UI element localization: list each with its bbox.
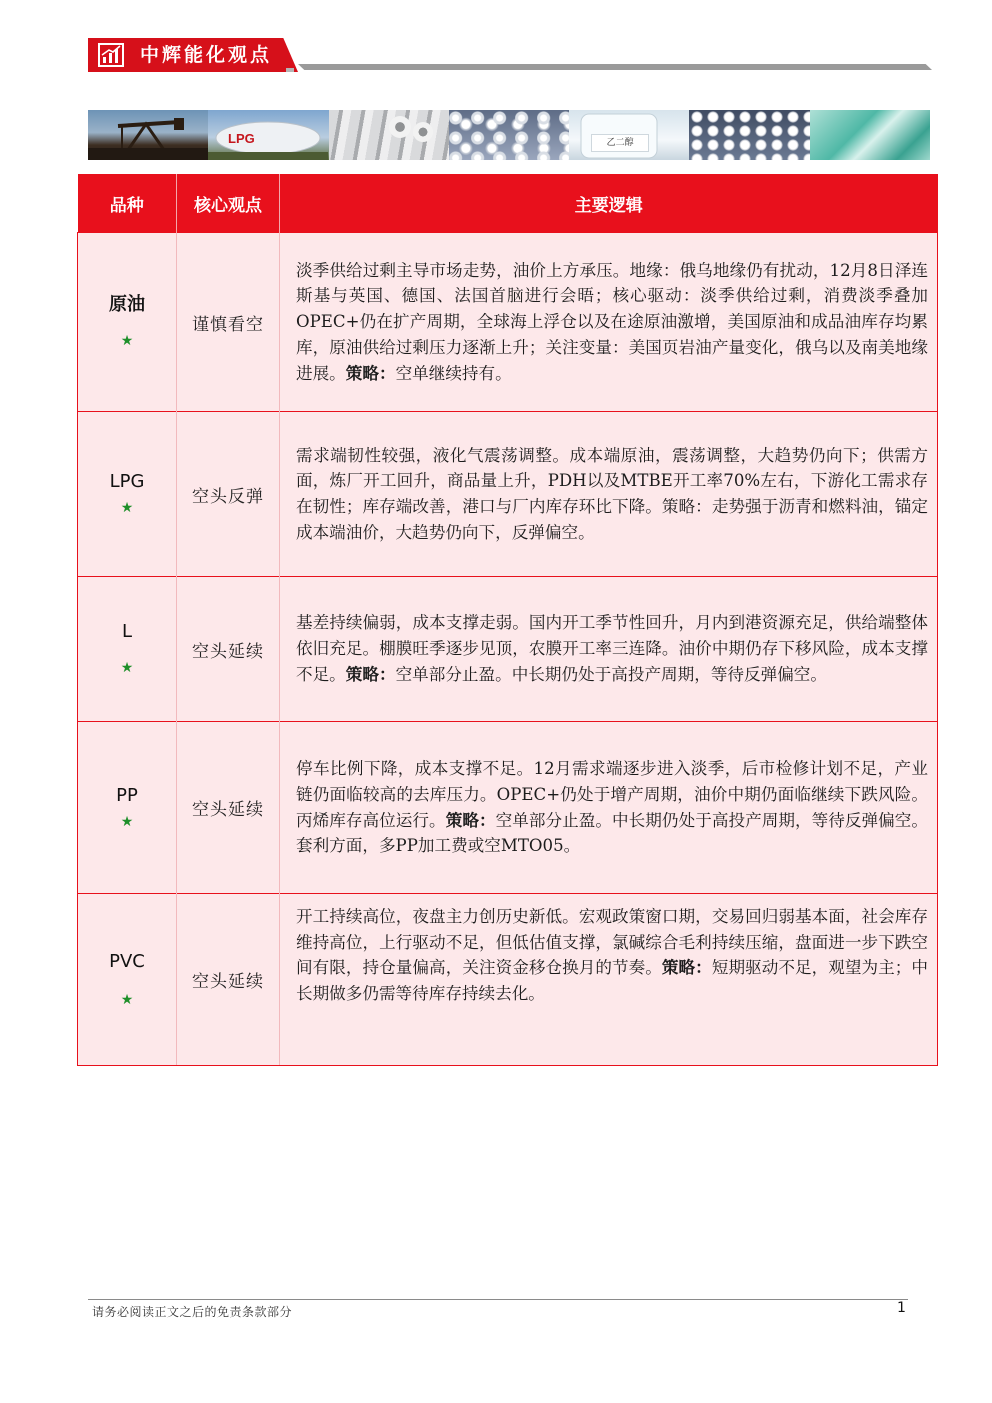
core-view-cell: 空头延续 bbox=[177, 577, 280, 722]
strategy-text: 空单部分止盈。中长期仍处于高投产周期，等待反弹偏空。套利方面，多PP加工费或空MTO05。 bbox=[296, 810, 929, 856]
variety-name: 原油 bbox=[109, 294, 145, 315]
star-icon: ★ bbox=[120, 333, 134, 349]
logic-cell bbox=[280, 894, 938, 1066]
logic-cell bbox=[280, 412, 938, 577]
product-photo-strip bbox=[88, 110, 930, 160]
header-gray-rule bbox=[298, 64, 932, 70]
table-row bbox=[78, 412, 938, 577]
star-icon: ★ bbox=[120, 660, 134, 676]
header-rule-accent bbox=[286, 68, 294, 72]
logic-text: 开工持续高位，夜盘主力创历史新低。宏观政策窗口期，交易回归弱基本面，社会库存维持高位，上行驱动不足，但低估值支撑，氯碱综合毛利持续压缩，盘面进一步下跌空间有限，持仓量偏高，关注资金移仓换月的节奏。 bbox=[296, 907, 928, 978]
variety-cell bbox=[78, 722, 177, 894]
logic-cell bbox=[280, 722, 938, 894]
variety-name: LPG bbox=[109, 471, 145, 492]
table-header-row bbox=[78, 174, 938, 233]
table-row bbox=[78, 894, 938, 1066]
star-icon: ★ bbox=[120, 500, 134, 516]
report-header bbox=[88, 38, 933, 74]
table-row bbox=[78, 233, 938, 412]
table-row bbox=[78, 577, 938, 722]
lpg-tank-photo bbox=[208, 110, 328, 160]
rising-bar-chart-icon bbox=[98, 43, 124, 67]
polyethylene-pellets-photo bbox=[449, 110, 569, 160]
page-number: 1 bbox=[897, 1300, 906, 1316]
core-view-cell: 空头反弹 bbox=[177, 412, 280, 577]
variety-name: PVC bbox=[109, 950, 145, 972]
variety-cell bbox=[78, 412, 177, 577]
variety-name: L bbox=[121, 621, 133, 642]
core-view-cell: 空头延续 bbox=[177, 722, 280, 894]
strategy-text: 空单继续持有。 bbox=[395, 363, 512, 383]
core-view-cell: 空头延续 bbox=[177, 894, 280, 1066]
variety-cell bbox=[78, 894, 177, 1066]
green-glass-sheets-photo bbox=[810, 110, 930, 160]
pvc-pipes-photo bbox=[329, 110, 449, 160]
variety-cell bbox=[78, 233, 177, 412]
strategy-label: 策略： bbox=[661, 957, 712, 978]
col-header-main-logic: 主要逻辑 bbox=[280, 174, 938, 233]
strategy-label: 策略： bbox=[345, 362, 396, 383]
polypropylene-pellets-photo bbox=[689, 110, 809, 160]
table-row bbox=[78, 722, 938, 894]
glycol-bottle-photo bbox=[569, 110, 689, 160]
logic-text: 基差持续偏弱，成本支撑走弱。国内开工季节性回升，月内到港资源充足，供给端整体依旧充足。棚膜旺季逐步见顶，农膜开工率三连降。油价中期仍存下移风险，成本支撑不足。 bbox=[296, 613, 928, 684]
oil-pumpjack-photo bbox=[88, 110, 208, 160]
core-view-cell: 谨慎看空 bbox=[177, 233, 280, 412]
strategy-text: 空单部分止盈。中长期仍处于高投产周期，等待反弹偏空。 bbox=[395, 664, 827, 684]
tank-lpg-text: LPG bbox=[228, 131, 256, 146]
variety-cell bbox=[78, 577, 177, 722]
logic-text: 停车比例下降，成本支撑不足。12月需求端逐步进入淡季，后市检修计划不足，产业链仍面临较高的去库压力。OPEC+仍处于增产周期，油价中期仍面临继续下跌风险。丙烯库存高位运行。 bbox=[296, 759, 928, 830]
col-header-variety: 品种 bbox=[78, 174, 177, 233]
footer-rule bbox=[88, 1299, 908, 1300]
logic-cell bbox=[280, 233, 938, 412]
logic-text: 需求端韧性较强，液化气震荡调整。成本端原油，震荡调整，大趋势仍向下；供需方面，炼厂开工回升，商品量上升，PDH以及MTBE开工率70%左右，下游化工需求存在韧性；库存端改善，港口与厂内库存环比下降。策略：走势强于沥青和燃料油，锚定成本端油价，大趋势仍向下，反弹偏空。 bbox=[296, 445, 928, 542]
header-title: 中辉能化观点 bbox=[140, 44, 273, 66]
star-icon: ★ bbox=[120, 813, 134, 830]
strategy-text: 短期驱动不足，观望为主；中长期做多仍需等待库存持续去化。 bbox=[296, 958, 929, 1004]
logic-text: 淡季供给过剩主导市场走势，油价上方承压。地缘：俄乌地缘仍有扰动，12月8日泽连斯基与英国、德国、法国首脑进行会晤；核心驱动：淡季供给过剩，消费淡季叠加OPEC+仍在扩产周期，全球海上浮仓以及在途原油激增，美国原油和成品油库存均累库，原油供给过剩压力逐渐上升；关注变量：美国页岩油产量变化，俄乌以及南美地缘进展。 bbox=[296, 260, 928, 383]
strategy-label: 策略： bbox=[345, 663, 396, 684]
viewpoint-table bbox=[77, 174, 938, 1066]
strategy-label: 策略： bbox=[445, 809, 496, 830]
variety-name: PP bbox=[116, 784, 138, 806]
glycol-bottle-label: 乙二醇 bbox=[591, 134, 649, 152]
footer-disclaimer: 请务必阅读正文之后的免责条款部分 bbox=[92, 1305, 293, 1319]
star-icon: ★ bbox=[120, 991, 134, 1008]
col-header-core-view: 核心观点 bbox=[177, 174, 280, 233]
logic-cell bbox=[280, 577, 938, 722]
